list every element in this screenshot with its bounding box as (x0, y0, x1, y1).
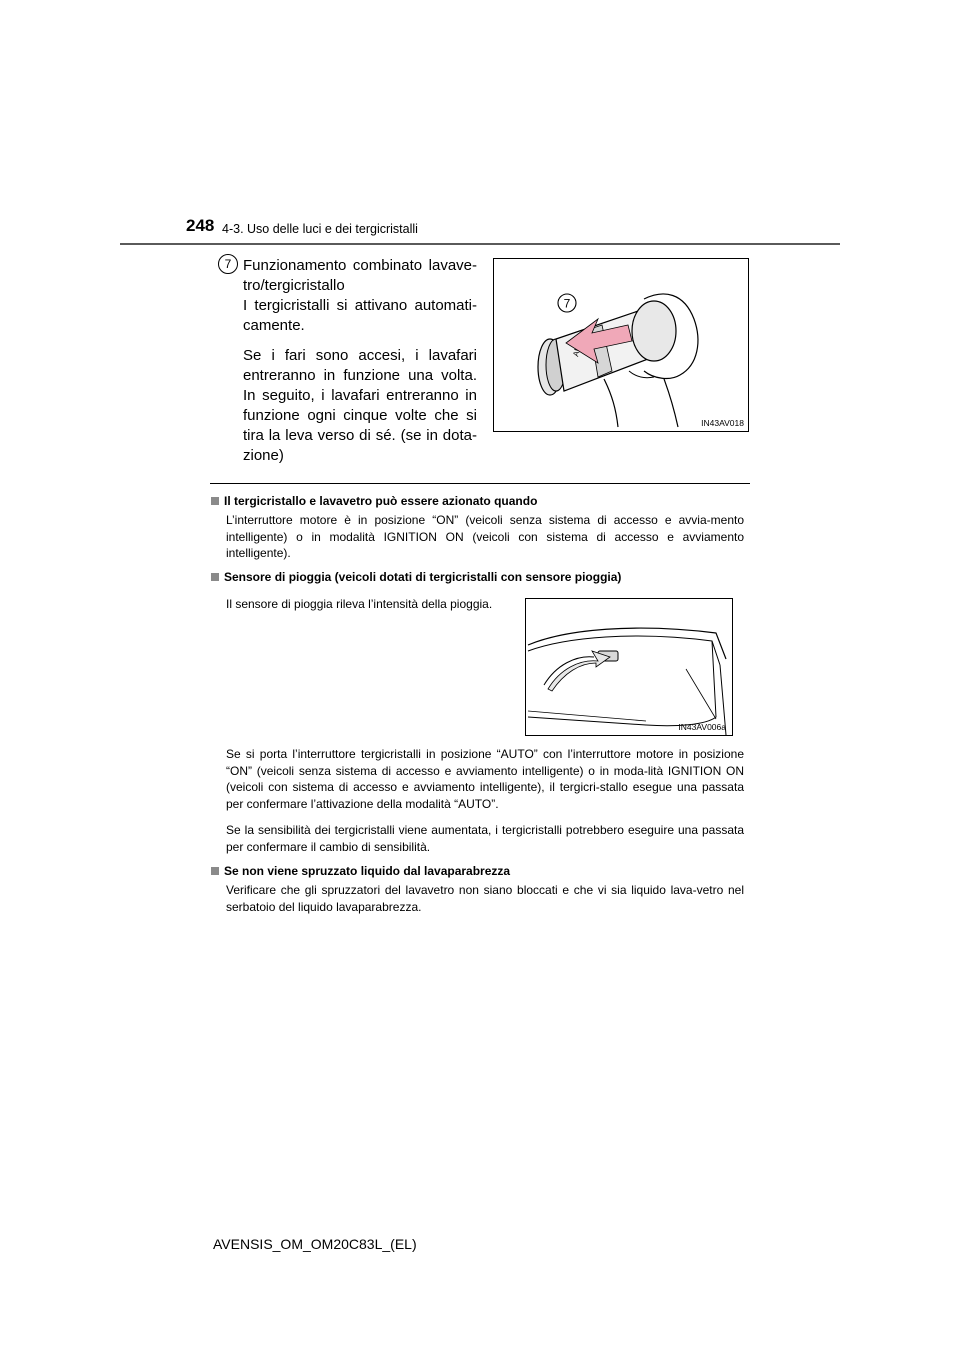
wiper-lever-illustration (493, 258, 749, 432)
figure1-code: IN43AV018 (701, 418, 744, 428)
note-body-3: Verificare che gli spruzzatori del lavavetro non siano bloccati e che vi sia liquido lava-vetro nel serbatoio del liquido lavaparabrezza. (226, 883, 744, 914)
square-bullet-icon (211, 573, 219, 581)
windshield-drawing (526, 599, 732, 735)
note-heading-3: Se non viene spruzzato liquido dal lavaparabrezza (211, 864, 510, 878)
figure2-code: IN43AV006a (678, 722, 726, 732)
note-body-2-para-3: Se la sensibilità dei tergicristalli viene aumentata, i tergicristalli potrebbero eseguire una passata per confermare il cambio di sensibilità. (226, 823, 744, 854)
header-divider (120, 243, 840, 245)
section-title: 4-3. Uso delle luci e dei tergicristalli (222, 222, 418, 236)
step-description-1: I tergicristalli si attivano automati-camente. (243, 297, 477, 334)
square-bullet-icon (211, 497, 219, 505)
wiper-lever-drawing (494, 259, 748, 431)
note-body-2-para-2: Se si porta l’interruttore tergicristalli in posizione “AUTO” con l’interruttore motore in posizione “ON” (veicoli senza sistema di accesso e avviamento intelligente) o in moda-lità IGNITION ON (veicoli con sistema di accesso e avviamento intelligente), il tergicri-stallo esegue una passata per confermare l’attivazione della modalità “AUTO”. (226, 747, 744, 811)
rain-sensor-illustration (525, 598, 733, 736)
step-number-badge: 7 (218, 254, 238, 274)
note-heading-1: Il tergicristallo e lavavetro può essere azionato quando (211, 494, 537, 508)
section-divider (210, 483, 750, 484)
note-body-2-para-1: Il sensore di pioggia rileva l’intensità della pioggia. (226, 597, 493, 611)
step-title: Funzionamento combinato lavave-tro/tergicristallo (243, 257, 477, 294)
step-description-2: Se i fari sono accesi, i lavafari entreranno in funzione una volta. In seguito, i lavafari entreranno in funzione ogni cinque volte che si tira la leva verso di sé. (se in dota-zione) (243, 347, 477, 464)
figure1-callout: 7 (563, 296, 571, 311)
page-number: 248 (186, 216, 215, 235)
square-bullet-icon (211, 867, 219, 875)
note-body-1: L’interruttore motore è in posizione “ON” (veicoli senza sistema di accesso e avvia-mento intelligente) o in modalità IGNITION ON (veicoli con sistema di accesso e avviamento intelligente). (226, 513, 744, 560)
footer-doc-code: AVENSIS_OM_OM20C83L_(EL) (213, 1236, 417, 1252)
note-heading-2: Sensore di pioggia (veicoli dotati di tergicristalli con sensore pioggia) (211, 570, 621, 584)
